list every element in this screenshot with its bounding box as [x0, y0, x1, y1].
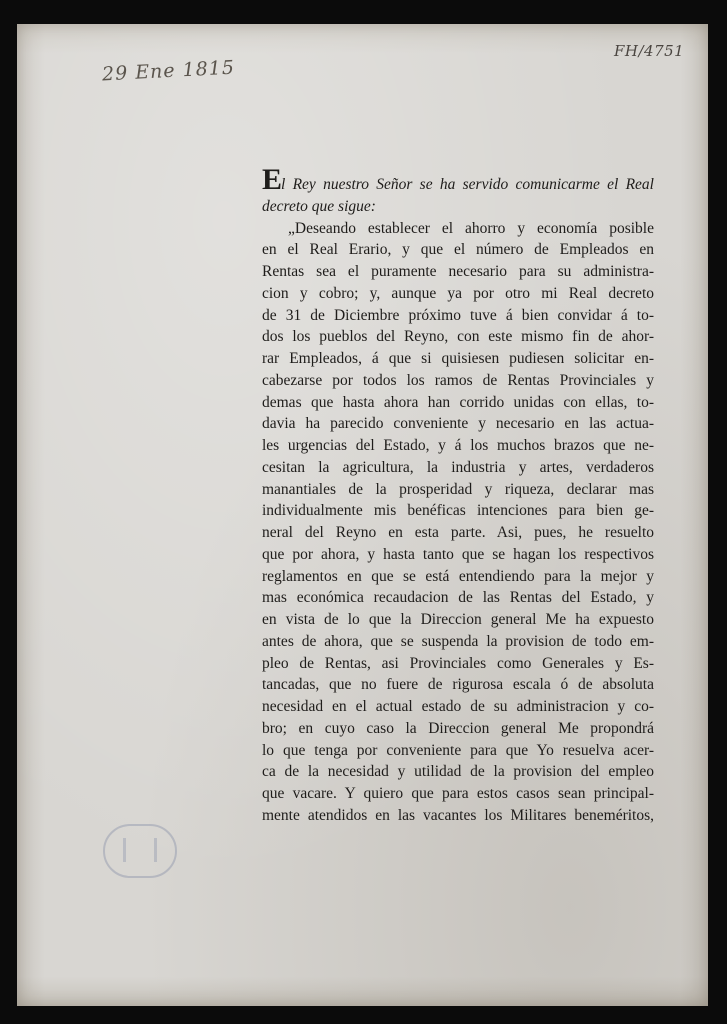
body-line: „Deseando establecer el ahorro y economía posible: [288, 219, 654, 237]
handwritten-date: 29 Ene 1815: [101, 56, 236, 86]
body-line: pleo de Rentas, asi Provinciales como Generales y Es-: [262, 654, 654, 672]
body-line: les urgencias del Estado, y á los muchos brazos que ne-: [262, 437, 654, 454]
body-line: de 31 de Diciembre próximo tuve á bien convidar á to-: [262, 306, 654, 324]
body-line: antes de ahora, que se suspenda la provision de todo em-: [262, 632, 654, 650]
body-line: davia ha parecido conveniente y necesario en las actua-: [262, 415, 654, 433]
body-line: lo que tenga por conveniente para que Yo resuelva acer-: [262, 741, 654, 759]
body-line: neral del Reyno en esta parte. Asi, pues, he resuelto: [262, 524, 654, 541]
body-line: que por ahora, y hasta tanto que se hagan los respectivos: [262, 545, 654, 563]
body-line: que vacare. Y quiero que para estos casos sean principal-: [262, 785, 654, 802]
decree-body: [262, 218, 654, 827]
heading-line-1-text: l Rey nuestro Señor se ha servido comunicarme el Real: [281, 176, 654, 193]
heading-line-1: [262, 163, 654, 196]
body-line: en vista de lo que la Direccion general Me ha expuesto: [262, 611, 654, 628]
body-line: mente atendidos en las vacantes los Militares beneméritos,: [262, 806, 654, 824]
body-line: mas económica recaudacion de las Rentas del Estado, y: [262, 589, 654, 607]
body-line: tancadas, que no fuere de rigurosa escala ó de absoluta: [262, 676, 654, 694]
body-line: rar Empleados, á que si quisiesen pudiesen solicitar en-: [262, 350, 654, 367]
body-line: cabezarse por todos los ramos de Rentas Provinciales y: [262, 371, 654, 389]
body-line: reglamentos en que se está entendiendo para la mejor y: [262, 567, 654, 585]
decree-text-block: [262, 163, 654, 827]
drop-cap: E: [262, 163, 282, 196]
body-line: individualmente mis benéficas intenciones para bien ge-: [262, 502, 654, 520]
body-line: cion y cobro; y, aunque ya por otro mi Real decreto: [262, 284, 654, 302]
document-page: [17, 24, 708, 1006]
body-line: en el Real Erario, y que el número de Empleados en: [262, 241, 654, 259]
body-line: Rentas sea el puramente necesario para su administra-: [262, 263, 654, 280]
heading-line-2: decreto que sigue:: [262, 197, 376, 215]
body-line: cesitan la agricultura, la industria y artes, verdaderos: [262, 458, 654, 476]
faded-stamp-mark: [103, 824, 177, 878]
body-line: dos los pueblos del Reyno, con este mismo fin de ahor-: [262, 328, 654, 346]
body-line: demas que hasta ahora han corrido unidas con ellas, to-: [262, 393, 654, 411]
body-line: bro; en cuyo caso la Direccion general Me propondrá: [262, 719, 654, 737]
body-line: necesidad en el actual estado de su administracion y co-: [262, 698, 654, 715]
decree-heading: [262, 163, 654, 218]
body-line: ca de la necesidad y utilidad de la provision del empleo: [262, 763, 654, 781]
handwritten-reference-number: FH/4751: [614, 42, 685, 60]
body-line: manantiales de la prosperidad y riqueza, declarar mas: [262, 480, 654, 498]
